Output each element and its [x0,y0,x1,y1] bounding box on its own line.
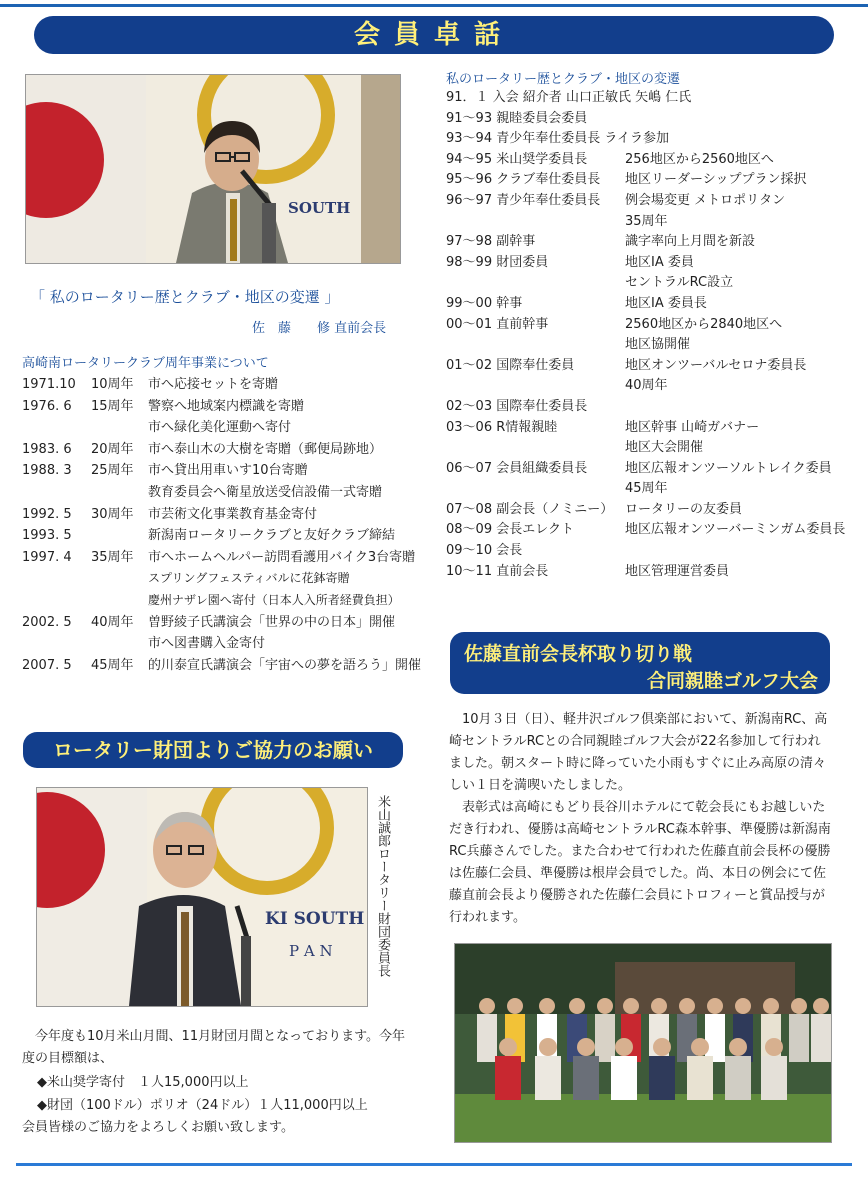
speaker-photo [25,74,401,264]
chair-caption: 米山誠郎ロータリー財団委員長 [375,795,390,977]
top-rule [0,4,868,7]
history-event: 地区広報オンツーソルトレイク委員 [625,460,832,476]
anniversary-event: 曽野綾子氏講演会「世界の中の日本」開催 [148,614,396,630]
history-row [446,129,846,150]
foundation-banner [23,732,403,768]
anniversary-row [22,482,422,504]
anniversary-label: 40周年 [91,614,134,630]
history-row [446,541,846,562]
history-row [446,191,846,212]
golfer-head [539,1038,557,1056]
anniversary-label: 35周年 [91,549,134,565]
history-event: 地区広報オンツーバーミンガム委員長 [625,522,846,538]
history-event: 地区大会開催 [625,440,704,456]
anniversary-label: 30周年 [91,506,134,522]
golfer-head [653,1038,671,1056]
golf-paragraph-1: 10月３日（日）、軽井沢ゴルフ倶楽部において、新潟南RC、高崎セントラルRCとの合同親睦ゴルフ大会が22名参加して行われました。朝スタート時に降っていた小雨もすぐに止み高原の清々しい１日を満喫いたしました。 [449,712,828,793]
history-event: 例会場変更 メトロポリタン [625,192,786,208]
anniversary-row [22,633,422,655]
foundation-item-yoneyama: ◆米山奨学寄付 １人15,000円以上 [37,1075,249,1090]
anniversary-heading: 高崎南ロータリークラブ周年事業について [22,356,269,371]
golfer-head [597,998,613,1014]
golfer-front-row [649,1056,675,1100]
golfer-standing [477,1014,497,1062]
history-event: 2560地区から2840地区へ [625,316,783,332]
history-event: 地区リーダーシッププラン採択 [625,172,807,188]
history-row [446,232,846,253]
history-heading: 私のロータリー歴とクラブ・地区の変遷 [446,72,681,87]
golfer-front-row [761,1056,787,1100]
golfer-front-row [573,1056,599,1100]
history-list [446,88,846,582]
foundation-title: ロータリー財団よりご協力のお願い [53,738,373,762]
history-role: 97～98 副幹事 [446,234,536,250]
history-role: 01～02 国際奉仕委員 [446,357,575,373]
anniversary-row [22,374,422,396]
anniversary-label: 25周年 [91,463,134,479]
anniversary-row [22,525,422,547]
history-role: 08～09 会長エレクト [446,522,574,538]
anniversary-row [22,504,422,526]
history-role: 96～97 青少年奉仕委員長 [446,192,601,208]
history-row [446,170,846,191]
chair-photo [36,787,368,1007]
anniversary-label: 45周年 [91,657,134,673]
history-row [446,500,846,521]
anniversary-row [22,568,422,590]
golf-title-line2: 合同親睦ゴルフ大会 [646,670,818,692]
golfer-standing [705,1014,725,1062]
anniversary-row [22,396,422,418]
anniversary-row [22,655,422,677]
golfer-front-row [535,1056,561,1100]
anniversary-year: 2007. 5 [22,657,72,673]
history-role: 95～96 クラブ奉仕委員長 [446,172,601,188]
golfer-head [763,998,779,1014]
history-row [446,150,846,171]
anniversary-event: 新潟南ロータリークラブと友好クラブ締結 [148,528,396,544]
anniversary-event: 的川泰宣氏講演会「宇宙への夢を語ろう」開催 [148,657,422,673]
anniversary-event: 市へ緑化美化運動へ寄付 [148,420,292,436]
history-row [446,459,846,480]
anniversary-year: 1983. 6 [22,441,72,457]
golfer-head [679,998,695,1014]
golfer-head [707,998,723,1014]
history-row [446,397,846,418]
history-event: 45周年 [625,481,668,497]
history-role: 91．１ 入会 紹介者 山口正敏氏 矢嶋 仁氏 [446,90,692,105]
history-row [446,438,846,459]
anniversary-event: スプリングフェスティバルに花鉢寄贈 [148,571,350,586]
anniversary-year: 1992. 5 [22,506,72,522]
anniversary-event: 市へ図書購入金寄付 [148,636,266,652]
history-event: ロータリーの友委員 [625,501,743,517]
anniversary-event: 市へホームヘルパー訪問看護用バイク3台寄贈 [148,549,416,565]
history-row [446,356,846,377]
foundation-intro: 今年度も10月米山月間、11月財団月間となっております。今年度の目標額は、 [22,1029,406,1066]
history-role: 07～08 副会長（ノミニー） [446,501,614,517]
page-title-banner [34,16,834,54]
golfer-front-row [725,1056,751,1100]
history-event: 地区幹事 山崎ガバナー [625,419,760,435]
anniversary-row [22,612,422,634]
anniversary-row [22,417,422,439]
svg-text:SOUTH: SOUTH [288,199,351,217]
anniversary-event: 市へ応接セットを寄贈 [148,377,279,392]
golfer-head [479,998,495,1014]
talk-speaker: 佐 藤 修 直前会長 [252,321,387,336]
golfer-head [539,998,555,1014]
golf-paragraph-2: 表彰式は高崎にもどり長谷川ホテルにて乾会長にもお越しいただき行われ、優勝は高崎セントラルRC森本幹事、準優勝は新潟南RC兵藤さんでした。また合わせて行われた佐藤直前会長杯の優勝は佐藤仁会員、準優勝は根岸会員でした。尚、本日の例会にて佐藤直前会長より優勝された佐藤仁会員にトロフィーと賞品授与が行われます。 [449,800,831,925]
history-row [446,520,846,541]
history-row [446,88,846,109]
anniversary-event: 市へ貸出用車いす10台寄贈 [148,463,308,479]
anniversary-year: 2002. 5 [22,614,72,630]
history-role: 98～99 財団委員 [446,254,549,270]
history-event: セントラルRC設立 [625,275,734,291]
anniversary-event: 市へ泰山木の大樹を寄贈（郵便局跡地） [148,441,383,457]
anniversary-year: 1976. 6 [22,398,72,414]
history-event: 256地区から2560地区へ [625,151,774,167]
svg-text:P A N: P A N [289,942,333,960]
history-event: 地区IA 委員長 [625,295,707,311]
history-row [446,212,846,233]
history-event: 識字率向上月間を新設 [625,234,756,250]
golfer-head [691,1038,709,1056]
golfer-head [735,998,751,1014]
history-event: 地区IA 委員 [625,254,694,270]
history-row [446,273,846,294]
talk-title: 「 私のロータリー歴とクラブ・地区の変遷 」 [30,288,340,306]
history-role: 99～00 幹事 [446,295,523,311]
anniversary-event: 市芸術文化事業教育基金寄付 [148,506,318,522]
history-event: 地区協開催 [625,337,691,353]
golfer-head [615,1038,633,1056]
golfer-head [507,998,523,1014]
golfer-head [623,998,639,1014]
history-role: 91～93 親睦委員会委員 [446,110,588,126]
anniversary-year: 1997. 4 [22,549,72,565]
golfer-standing [789,1014,809,1062]
golfer-head [577,1038,595,1056]
golfer-standing [677,1014,697,1062]
anniversary-year: 1971.10 [22,377,76,392]
golfer-head [729,1038,747,1056]
foundation-item-foundation: ◆財団（100ドル）ポリオ（24ドル）１人11,000円以上 [37,1098,368,1113]
history-event: 地区オンツーバルセロナ委員長 [625,357,807,373]
history-event: 地区管理運営委員 [625,563,730,579]
history-role: 06～07 会員組織委員長 [446,460,588,476]
golfer-front-row [687,1056,713,1100]
golfer-front-row [495,1056,521,1100]
anniversary-label: 15周年 [91,398,134,414]
anniversary-event: 慶州ナザレ園へ寄付（日本人入所者経費負担） [148,592,400,607]
history-role: 02～03 国際奉仕委員長 [446,398,588,414]
anniversary-row [22,547,422,569]
anniversary-year: 1993. 5 [22,528,72,544]
golf-group-photo [454,943,832,1143]
anniversary-list [22,374,422,676]
anniversary-event: 教育委員会へ衛星放送受信設備一式寄贈 [148,484,383,500]
svg-text:KI SOUTH: KI SOUTH [265,909,365,929]
history-row [446,294,846,315]
anniversary-row [22,439,422,461]
golfer-front-row [611,1056,637,1100]
anniversary-row [22,590,422,612]
history-row [446,109,846,130]
history-row [446,376,846,397]
golfer-head [813,998,829,1014]
history-role: 94～95 米山奨学委員長 [446,151,588,167]
history-row [446,253,846,274]
golfer-head [765,1038,783,1056]
anniversary-event: 警察へ地域案内標識を寄贈 [148,398,305,414]
golfer-standing [811,1014,831,1062]
history-row [446,562,846,583]
history-role: 00～01 直前幹事 [446,316,549,332]
golf-title-line1: 佐藤直前会長杯取り切り戦 [464,643,693,665]
history-role: 03～06 R情報親睦 [446,419,558,435]
anniversary-label: 20周年 [91,441,134,457]
golfer-head [651,998,667,1014]
foundation-closing: 会員皆様のご協力をよろしくお願い致します。 [22,1120,294,1135]
bottom-rule [16,1163,852,1166]
history-row [446,315,846,336]
page-title: 会員卓話 [353,20,514,50]
history-role: 10～11 直前会長 [446,563,549,579]
history-role: 93～94 青少年奉仕委員長 ライラ参加 [446,131,669,147]
history-row [446,335,846,356]
history-row [446,479,846,500]
history-row [446,418,846,439]
anniversary-row [22,460,422,482]
golf-banner [450,632,830,694]
golfer-head [499,1038,517,1056]
golfer-head [791,998,807,1014]
history-role: 09～10 会長 [446,543,523,559]
history-event: 35周年 [625,213,668,229]
anniversary-year: 1988. 3 [22,463,72,479]
golfer-head [569,998,585,1014]
anniversary-label: 10周年 [91,377,134,392]
golfer-standing [595,1014,615,1062]
history-event: 40周年 [625,378,668,394]
